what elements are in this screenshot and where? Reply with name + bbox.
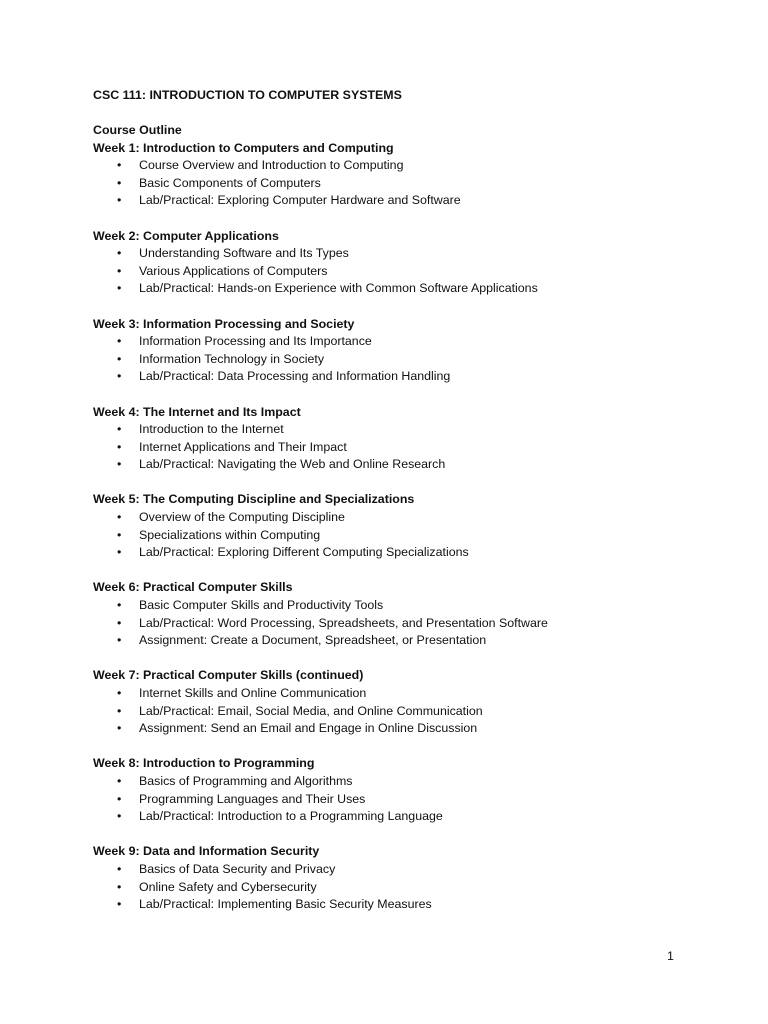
list-item-text: Understanding Software and Its Types [139,246,349,261]
bullet-icon: • [117,545,122,560]
bullet-icon: • [117,615,122,630]
list-item [93,439,713,457]
page-number: 1 [667,949,674,963]
week-title: Week 3: Information Processing and Society [93,316,355,331]
bullet-icon: • [117,281,122,296]
bullet-icon: • [117,791,122,806]
list-item-text: Basics of Data Security and Privacy [139,861,336,876]
list-item [93,527,713,545]
bullet-icon: • [117,351,122,366]
week-items [93,773,713,826]
week-items [93,597,713,650]
list-item-text: Course Overview and Introduction to Computing [139,158,404,173]
week-title: Week 5: The Computing Discipline and Specializations [93,492,415,507]
bullet-icon: • [117,773,122,788]
week-title: Week 7: Practical Computer Skills (continued) [93,668,364,683]
week-items [93,245,713,298]
course-outline [93,122,713,914]
list-item-text: Overview of the Computing Discipline [139,510,345,525]
bullet-icon: • [117,897,122,912]
list-item-text: Basics of Programming and Algorithms [139,773,353,788]
week-section [93,316,713,386]
bullet-icon: • [117,175,122,190]
list-item [93,544,713,562]
bullet-icon: • [117,439,122,454]
bullet-icon: • [117,263,122,278]
bullet-icon: • [117,686,122,700]
list-item [93,421,713,439]
week-title: Week 8: Introduction to Programming [93,756,315,771]
bullet-icon: • [117,703,122,718]
week-items [93,333,713,386]
list-item [93,720,713,738]
list-item-text: Internet Applications and Their Impact [139,439,347,454]
week-section [93,755,713,825]
list-item [93,896,713,914]
week-section [93,228,713,298]
list-item [93,456,713,474]
document-title: CSC 111: INTRODUCTION TO COMPUTER SYSTEMS [93,88,402,102]
bullet-icon: • [117,721,122,736]
week-section [93,667,713,737]
list-item-text: Internet Skills and Online Communication [139,686,367,700]
week-section [93,140,713,210]
list-item [93,351,713,369]
list-item-text: Assignment: Create a Document, Spreadsheet, or Presentation [139,633,487,648]
outline-heading: Course Outline [93,123,182,137]
list-item-text: Various Applications of Computers [139,263,328,278]
list-item-text: Lab/Practical: Implementing Basic Security Measures [139,897,432,912]
week-section [93,579,713,649]
list-item [93,280,713,298]
list-item-text: Specializations within Computing [139,527,321,542]
bullet-icon: • [117,861,122,876]
bullet-icon: • [117,334,122,349]
week-section [93,491,713,561]
week-title: Week 1: Introduction to Computers and Computing [93,140,394,155]
list-item [93,597,713,615]
list-item-text: Lab/Practical: Introduction to a Programming Language [139,809,443,824]
list-item [93,509,713,527]
bullet-icon: • [117,633,122,648]
list-item-text: Online Safety and Cybersecurity [139,879,317,894]
list-item [93,368,713,386]
list-item [93,333,713,351]
week-section [93,404,713,474]
week-title: Week 2: Computer Applications [93,228,279,243]
bullet-icon: • [117,246,122,261]
list-item [93,175,713,193]
list-item-text: Basic Components of Computers [139,175,321,190]
bullet-icon: • [117,809,122,824]
bullet-icon: • [117,369,122,384]
list-item-text: Lab/Practical: Hands-on Experience with Common Software Applications [139,281,538,296]
list-item [93,263,713,281]
list-item-text: Lab/Practical: Email, Social Media, and Online Communication [139,703,483,718]
list-item [93,685,713,703]
list-item-text: Lab/Practical: Word Processing, Spreadsheets, and Presentation Software [139,615,548,630]
list-item [93,808,713,826]
list-item [93,861,713,879]
list-item [93,157,713,175]
list-item [93,773,713,791]
list-item [93,192,713,210]
list-item-text: Lab/Practical: Navigating the Web and Online Research [139,457,446,472]
week-items [93,421,713,474]
list-item-text: Lab/Practical: Data Processing and Information Handling [139,369,451,384]
weeks-list [93,140,713,914]
week-title: Week 6: Practical Computer Skills [93,580,293,595]
list-item-text: Basic Computer Skills and Productivity Tools [139,598,384,613]
week-title: Week 4: The Internet and Its Impact [93,404,301,419]
week-items [93,157,713,210]
bullet-icon: • [117,527,122,542]
bullet-icon: • [117,598,122,613]
bullet-icon: • [117,879,122,894]
list-item [93,703,713,721]
list-item [93,879,713,897]
week-items [93,861,713,914]
list-item-text: Assignment: Send an Email and Engage in Online Discussion [139,721,478,736]
bullet-icon: • [117,422,122,437]
list-item-text: Information Processing and Its Importance [139,334,372,349]
list-item [93,791,713,809]
list-item [93,245,713,263]
week-section [93,843,713,913]
week-items [93,509,713,562]
bullet-icon: • [117,510,122,525]
list-item [93,632,713,650]
list-item-text: Introduction to the Internet [139,422,284,437]
bullet-icon: • [117,158,122,173]
list-item-text: Programming Languages and Their Uses [139,791,366,806]
list-item-text: Lab/Practical: Exploring Computer Hardware and Software [139,193,461,208]
list-item [93,615,713,633]
list-item-text: Lab/Practical: Exploring Different Computing Specializations [139,545,469,560]
bullet-icon: • [117,457,122,472]
list-item-text: Information Technology in Society [139,351,325,366]
bullet-icon: • [117,193,122,208]
week-items [93,685,713,738]
week-title: Week 9: Data and Information Security [93,844,320,859]
